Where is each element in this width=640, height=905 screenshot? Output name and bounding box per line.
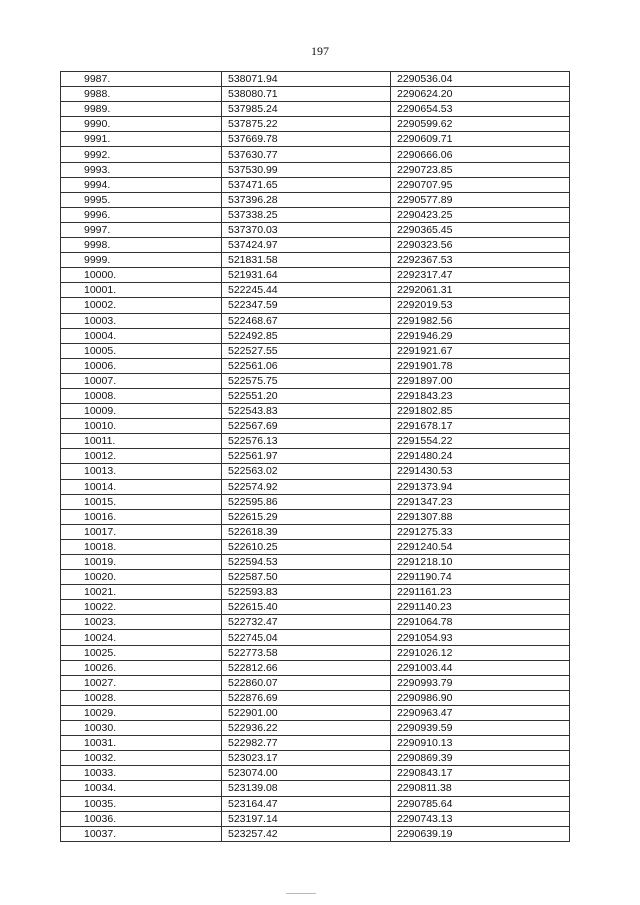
table-row <box>61 132 570 147</box>
y-coordinate-cell: 2291026.12 <box>391 645 570 660</box>
y-coordinate-cell: 2290624.20 <box>391 87 570 102</box>
table-row <box>61 479 570 494</box>
x-coordinate-cell: 537985.24 <box>222 102 391 117</box>
x-coordinate-cell: 522618.39 <box>222 524 391 539</box>
point-number-cell: 10035. <box>61 796 222 811</box>
y-coordinate-cell: 2292019.53 <box>391 298 570 313</box>
table-row <box>61 721 570 736</box>
y-coordinate-cell: 2290423.25 <box>391 207 570 222</box>
y-coordinate-cell: 2290577.89 <box>391 192 570 207</box>
point-number-cell: 9991. <box>61 132 222 147</box>
table-row <box>61 600 570 615</box>
y-coordinate-cell: 2290323.56 <box>391 238 570 253</box>
x-coordinate-cell: 521831.58 <box>222 253 391 268</box>
y-coordinate-cell: 2291897.00 <box>391 373 570 388</box>
table-row <box>61 705 570 720</box>
point-number-cell: 10005. <box>61 343 222 358</box>
point-number-cell: 10023. <box>61 615 222 630</box>
point-number-cell: 10016. <box>61 509 222 524</box>
coordinates-table <box>60 71 570 842</box>
x-coordinate-cell: 522587.50 <box>222 570 391 585</box>
point-number-cell: 9995. <box>61 192 222 207</box>
point-number-cell: 10033. <box>61 766 222 781</box>
point-number-cell: 9994. <box>61 177 222 192</box>
x-coordinate-cell: 522527.55 <box>222 343 391 358</box>
x-coordinate-cell: 522860.07 <box>222 675 391 690</box>
x-coordinate-cell: 537875.22 <box>222 117 391 132</box>
table-row <box>61 162 570 177</box>
point-number-cell: 10026. <box>61 660 222 675</box>
x-coordinate-cell: 523257.42 <box>222 826 391 841</box>
point-number-cell: 10034. <box>61 781 222 796</box>
y-coordinate-cell: 2291347.23 <box>391 494 570 509</box>
y-coordinate-cell: 2290869.39 <box>391 751 570 766</box>
x-coordinate-cell: 522561.97 <box>222 449 391 464</box>
table-row <box>61 509 570 524</box>
x-coordinate-cell: 522773.58 <box>222 645 391 660</box>
point-number-cell: 9989. <box>61 102 222 117</box>
y-coordinate-cell: 2291843.23 <box>391 388 570 403</box>
point-number-cell: 10017. <box>61 524 222 539</box>
y-coordinate-cell: 2290939.59 <box>391 721 570 736</box>
x-coordinate-cell: 522563.02 <box>222 464 391 479</box>
table-row <box>61 826 570 841</box>
table-row <box>61 570 570 585</box>
x-coordinate-cell: 522901.00 <box>222 705 391 720</box>
point-number-cell: 9988. <box>61 87 222 102</box>
page-number: 197 <box>311 44 329 58</box>
x-coordinate-cell: 537630.77 <box>222 147 391 162</box>
point-number-cell: 9992. <box>61 147 222 162</box>
table-row <box>61 751 570 766</box>
table-row <box>61 539 570 554</box>
table-row <box>61 117 570 132</box>
x-coordinate-cell: 523139.08 <box>222 781 391 796</box>
x-coordinate-cell: 522732.47 <box>222 615 391 630</box>
x-coordinate-cell: 537396.28 <box>222 192 391 207</box>
table-row <box>61 524 570 539</box>
y-coordinate-cell: 2290910.13 <box>391 736 570 751</box>
footer-rule <box>286 893 316 894</box>
y-coordinate-cell: 2292317.47 <box>391 268 570 283</box>
y-coordinate-cell: 2290963.47 <box>391 705 570 720</box>
point-number-cell: 10030. <box>61 721 222 736</box>
table-row <box>61 72 570 87</box>
x-coordinate-cell: 522595.86 <box>222 494 391 509</box>
coordinates-table-body <box>61 72 570 842</box>
table-row <box>61 192 570 207</box>
point-number-cell: 10004. <box>61 328 222 343</box>
y-coordinate-cell: 2290599.62 <box>391 117 570 132</box>
x-coordinate-cell: 522593.83 <box>222 585 391 600</box>
y-coordinate-cell: 2290609.71 <box>391 132 570 147</box>
point-number-cell: 10014. <box>61 479 222 494</box>
point-number-cell: 9990. <box>61 117 222 132</box>
x-coordinate-cell: 537424.97 <box>222 238 391 253</box>
point-number-cell: 9987. <box>61 72 222 87</box>
x-coordinate-cell: 538080.71 <box>222 87 391 102</box>
point-number-cell: 9996. <box>61 207 222 222</box>
y-coordinate-cell: 2291161.23 <box>391 585 570 600</box>
y-coordinate-cell: 2290785.64 <box>391 796 570 811</box>
table-row <box>61 404 570 419</box>
point-number-cell: 10036. <box>61 811 222 826</box>
table-row <box>61 343 570 358</box>
point-number-cell: 10028. <box>61 690 222 705</box>
x-coordinate-cell: 537530.99 <box>222 162 391 177</box>
y-coordinate-cell: 2291554.22 <box>391 434 570 449</box>
y-coordinate-cell: 2291307.88 <box>391 509 570 524</box>
table-row <box>61 781 570 796</box>
table-row <box>61 645 570 660</box>
table-row <box>61 736 570 751</box>
x-coordinate-cell: 522575.75 <box>222 373 391 388</box>
table-row <box>61 102 570 117</box>
point-number-cell: 10010. <box>61 419 222 434</box>
x-coordinate-cell: 522876.69 <box>222 690 391 705</box>
point-number-cell: 10022. <box>61 600 222 615</box>
y-coordinate-cell: 2291140.23 <box>391 600 570 615</box>
point-number-cell: 9997. <box>61 222 222 237</box>
x-coordinate-cell: 522982.77 <box>222 736 391 751</box>
point-number-cell: 10020. <box>61 570 222 585</box>
table-row <box>61 419 570 434</box>
x-coordinate-cell: 522936.22 <box>222 721 391 736</box>
point-number-cell: 10008. <box>61 388 222 403</box>
point-number-cell: 9999. <box>61 253 222 268</box>
x-coordinate-cell: 522615.29 <box>222 509 391 524</box>
x-coordinate-cell: 522245.44 <box>222 283 391 298</box>
table-row <box>61 268 570 283</box>
point-number-cell: 10037. <box>61 826 222 841</box>
x-coordinate-cell: 538071.94 <box>222 72 391 87</box>
x-coordinate-cell: 522594.53 <box>222 555 391 570</box>
point-number-cell: 10027. <box>61 675 222 690</box>
y-coordinate-cell: 2290639.19 <box>391 826 570 841</box>
y-coordinate-cell: 2291190.74 <box>391 570 570 585</box>
point-number-cell: 10000. <box>61 268 222 283</box>
table-row <box>61 373 570 388</box>
point-number-cell: 9998. <box>61 238 222 253</box>
y-coordinate-cell: 2290536.04 <box>391 72 570 87</box>
point-number-cell: 10025. <box>61 645 222 660</box>
point-number-cell: 10019. <box>61 555 222 570</box>
table-row <box>61 388 570 403</box>
y-coordinate-cell: 2290811.38 <box>391 781 570 796</box>
x-coordinate-cell: 522567.69 <box>222 419 391 434</box>
y-coordinate-cell: 2292367.53 <box>391 253 570 268</box>
y-coordinate-cell: 2290743.13 <box>391 811 570 826</box>
x-coordinate-cell: 521931.64 <box>222 268 391 283</box>
y-coordinate-cell: 2291218.10 <box>391 555 570 570</box>
point-number-cell: 10006. <box>61 358 222 373</box>
x-coordinate-cell: 522347.59 <box>222 298 391 313</box>
x-coordinate-cell: 522812.66 <box>222 660 391 675</box>
table-row <box>61 434 570 449</box>
y-coordinate-cell: 2290654.53 <box>391 102 570 117</box>
y-coordinate-cell: 2290666.06 <box>391 147 570 162</box>
x-coordinate-cell: 522576.13 <box>222 434 391 449</box>
y-coordinate-cell: 2291982.56 <box>391 313 570 328</box>
table-row <box>61 313 570 328</box>
y-coordinate-cell: 2291373.94 <box>391 479 570 494</box>
table-row <box>61 690 570 705</box>
table-row <box>61 766 570 781</box>
x-coordinate-cell: 522492.85 <box>222 328 391 343</box>
table-row <box>61 464 570 479</box>
table-row <box>61 298 570 313</box>
x-coordinate-cell: 522561.06 <box>222 358 391 373</box>
x-coordinate-cell: 523074.00 <box>222 766 391 781</box>
y-coordinate-cell: 2290365.45 <box>391 222 570 237</box>
y-coordinate-cell: 2290986.90 <box>391 690 570 705</box>
table-row <box>61 449 570 464</box>
y-coordinate-cell: 2290843.17 <box>391 766 570 781</box>
table-row <box>61 177 570 192</box>
y-coordinate-cell: 2291480.24 <box>391 449 570 464</box>
table-row <box>61 238 570 253</box>
y-coordinate-cell: 2291275.33 <box>391 524 570 539</box>
point-number-cell: 10001. <box>61 283 222 298</box>
x-coordinate-cell: 523164.47 <box>222 796 391 811</box>
x-coordinate-cell: 522745.04 <box>222 630 391 645</box>
table-row <box>61 675 570 690</box>
x-coordinate-cell: 537669.78 <box>222 132 391 147</box>
table-row <box>61 283 570 298</box>
x-coordinate-cell: 537370.03 <box>222 222 391 237</box>
y-coordinate-cell: 2291430.53 <box>391 464 570 479</box>
x-coordinate-cell: 537471.65 <box>222 177 391 192</box>
table-row <box>61 358 570 373</box>
point-number-cell: 10007. <box>61 373 222 388</box>
y-coordinate-cell: 2290993.79 <box>391 675 570 690</box>
x-coordinate-cell: 522551.20 <box>222 388 391 403</box>
table-row <box>61 147 570 162</box>
point-number-cell: 10032. <box>61 751 222 766</box>
y-coordinate-cell: 2291240.54 <box>391 539 570 554</box>
y-coordinate-cell: 2291678.17 <box>391 419 570 434</box>
y-coordinate-cell: 2291802.85 <box>391 404 570 419</box>
point-number-cell: 10024. <box>61 630 222 645</box>
table-row <box>61 630 570 645</box>
table-row <box>61 328 570 343</box>
table-row <box>61 494 570 509</box>
table-row <box>61 87 570 102</box>
table-row <box>61 811 570 826</box>
table-row <box>61 615 570 630</box>
point-number-cell: 10003. <box>61 313 222 328</box>
table-row <box>61 585 570 600</box>
point-number-cell: 10011. <box>61 434 222 449</box>
y-coordinate-cell: 2291003.44 <box>391 660 570 675</box>
x-coordinate-cell: 523197.14 <box>222 811 391 826</box>
y-coordinate-cell: 2292061.31 <box>391 283 570 298</box>
point-number-cell: 10021. <box>61 585 222 600</box>
x-coordinate-cell: 522574.92 <box>222 479 391 494</box>
point-number-cell: 10029. <box>61 705 222 720</box>
x-coordinate-cell: 522468.67 <box>222 313 391 328</box>
y-coordinate-cell: 2291921.67 <box>391 343 570 358</box>
table-row <box>61 207 570 222</box>
point-number-cell: 10012. <box>61 449 222 464</box>
point-number-cell: 10009. <box>61 404 222 419</box>
point-number-cell: 10002. <box>61 298 222 313</box>
point-number-cell: 10018. <box>61 539 222 554</box>
table-row <box>61 796 570 811</box>
x-coordinate-cell: 522610.25 <box>222 539 391 554</box>
table-row <box>61 222 570 237</box>
y-coordinate-cell: 2290723.85 <box>391 162 570 177</box>
y-coordinate-cell: 2290707.95 <box>391 177 570 192</box>
table-row <box>61 555 570 570</box>
x-coordinate-cell: 523023.17 <box>222 751 391 766</box>
x-coordinate-cell: 522543.83 <box>222 404 391 419</box>
y-coordinate-cell: 2291946.29 <box>391 328 570 343</box>
x-coordinate-cell: 522615.40 <box>222 600 391 615</box>
point-number-cell: 9993. <box>61 162 222 177</box>
y-coordinate-cell: 2291064.78 <box>391 615 570 630</box>
x-coordinate-cell: 537338.25 <box>222 207 391 222</box>
point-number-cell: 10031. <box>61 736 222 751</box>
table-row <box>61 660 570 675</box>
point-number-cell: 10013. <box>61 464 222 479</box>
point-number-cell: 10015. <box>61 494 222 509</box>
y-coordinate-cell: 2291901.78 <box>391 358 570 373</box>
y-coordinate-cell: 2291054.93 <box>391 630 570 645</box>
table-row <box>61 253 570 268</box>
